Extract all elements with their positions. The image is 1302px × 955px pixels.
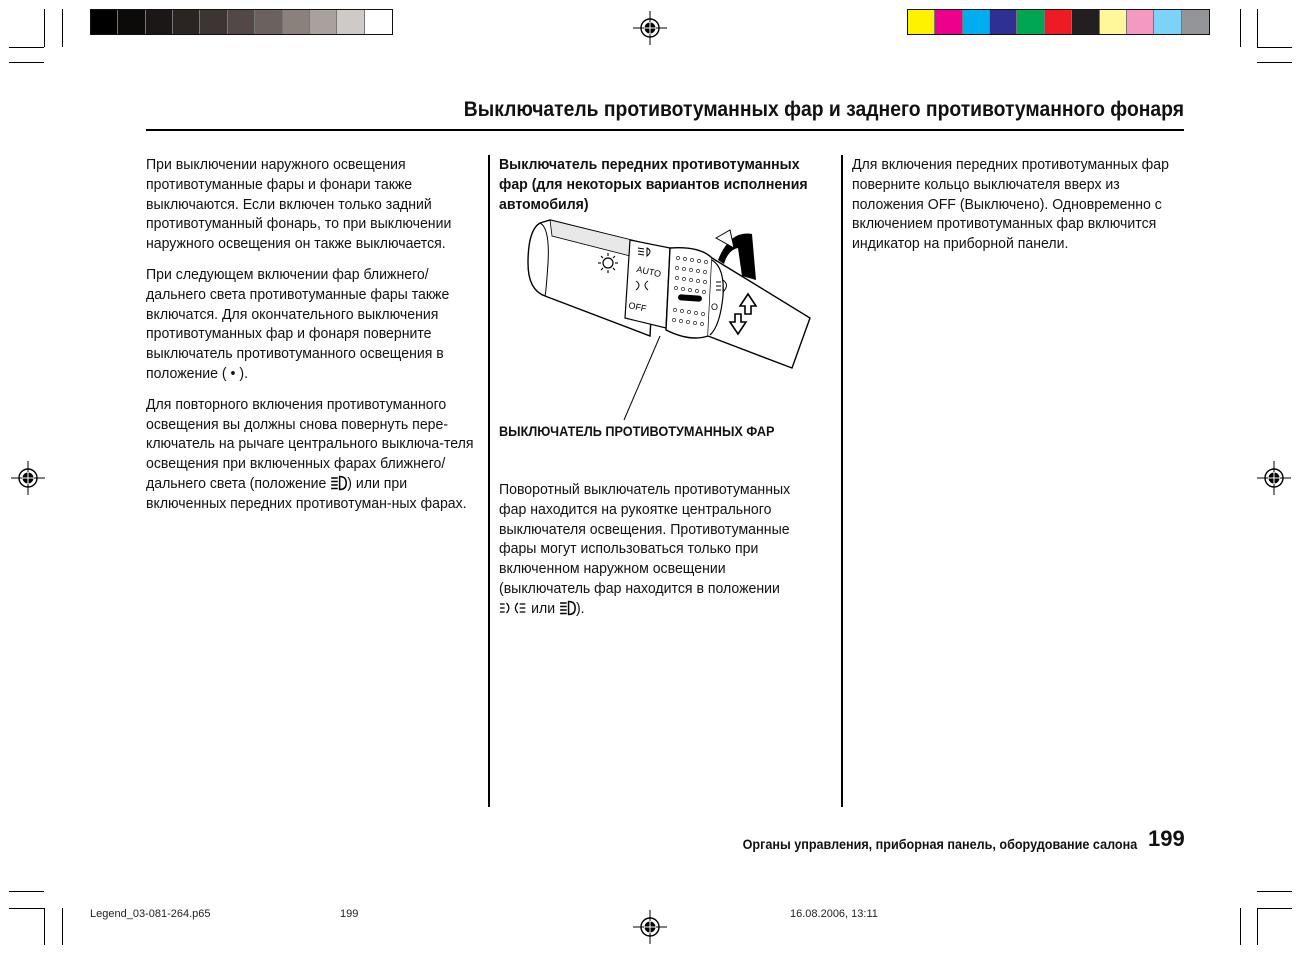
crop-mark xyxy=(1257,908,1258,945)
paragraph-text: ). xyxy=(575,599,585,617)
crop-mark xyxy=(1240,908,1241,945)
column-middle-lower xyxy=(499,480,814,630)
paragraph-text: Для повторного включения противотуманного освещения вы должны снова повернуть пере-ключатель на рычаге центрального выключа-теля освещения при включенных фарах ближнего/дальнего света (положение xyxy=(146,395,474,492)
color-swatch xyxy=(935,10,962,34)
paragraph: При следующем включении фар ближнего/дальнего света противотуманные фары также включатся. Для окончательного выключения противотуманных фар и фонаря поверните выключатель противотуманного освещения в положение ( • ). xyxy=(146,265,450,382)
page-title: Выключатель противотуманных фар и заднего противотуманного фонаря xyxy=(463,98,1184,121)
grayscale-bar xyxy=(90,9,393,35)
crop-mark xyxy=(1257,891,1292,892)
label-off: OFF xyxy=(627,300,648,314)
crop-mark xyxy=(1257,47,1292,48)
section-subheading: Выключатель передних противотуманных фар (для некоторых вариантов исполнения автомобиля) xyxy=(499,156,808,213)
crop-mark xyxy=(62,9,63,47)
slug-date: 16.08.2006, 13:11 xyxy=(790,908,878,920)
registration-mark-icon xyxy=(11,461,45,495)
section-name: Органы управления, приборная панель, оборудование салона xyxy=(742,836,1138,852)
registration-mark-icon xyxy=(1257,461,1291,495)
column-right xyxy=(852,155,1176,265)
crop-mark xyxy=(9,47,44,48)
paragraph-text: ) или при включенных передних противотуман-ных фарах. xyxy=(146,474,467,512)
color-swatch xyxy=(1100,10,1127,34)
crop-mark xyxy=(44,9,45,47)
color-swatch xyxy=(908,10,935,34)
paragraph-text: Поворотный выключатель противотуманных фар находится на рукоятке центрального выключателя освещения. Противотуманные фары могут использоваться только при включенном наружном освещении (выключатель фар находится в положении xyxy=(499,481,791,597)
crop-mark xyxy=(44,908,45,945)
crop-mark xyxy=(1257,908,1292,909)
color-swatch xyxy=(337,10,364,34)
color-swatch xyxy=(255,10,282,34)
registration-mark-icon xyxy=(633,910,667,944)
color-swatch xyxy=(365,10,392,34)
fog-light-switch-illustration xyxy=(520,218,820,423)
color-swatch xyxy=(118,10,145,34)
slug-page: 199 xyxy=(340,908,359,920)
color-swatch xyxy=(1045,10,1072,34)
paragraph xyxy=(146,395,477,514)
color-swatch xyxy=(283,10,310,34)
color-swatch xyxy=(310,10,337,34)
high-beam-icon xyxy=(559,600,576,616)
label-auto: AUTO xyxy=(635,264,662,280)
paragraph-text: или xyxy=(531,599,556,617)
color-swatch xyxy=(1154,10,1181,34)
column-middle xyxy=(499,155,814,225)
title-rule xyxy=(146,129,1184,131)
color-swatch xyxy=(228,10,255,34)
color-swatch xyxy=(990,10,1017,34)
process-color-bar xyxy=(907,9,1210,35)
color-swatch xyxy=(173,10,200,34)
page-number: 199 xyxy=(1148,826,1185,851)
color-swatch xyxy=(1072,10,1099,34)
label-o: O xyxy=(711,302,719,312)
crop-mark xyxy=(1257,62,1292,63)
crop-mark xyxy=(9,62,44,63)
column-divider xyxy=(841,155,843,807)
crop-mark xyxy=(1257,9,1258,47)
crop-mark xyxy=(9,908,44,909)
paragraph: Для включения передних противотуманных фар поверните кольцо выключателя вверх из положения OFF (Выключено). Одновременно с включением противотуманных фар включится индикатор на приборной панели. xyxy=(852,156,1169,253)
column-divider xyxy=(488,155,490,807)
slug-filename: Legend_03-081-264.p65 xyxy=(90,908,211,920)
low-beam-icon xyxy=(499,600,527,616)
crop-mark xyxy=(62,908,63,945)
figure-caption: ВЫКЛЮЧАТЕЛЬ ПРОТИВОТУМАННЫХ ФАР xyxy=(499,424,775,439)
registration-mark-icon xyxy=(633,11,667,45)
paragraph xyxy=(499,480,814,619)
color-swatch xyxy=(91,10,118,34)
color-swatch xyxy=(1182,10,1209,34)
paragraph: При выключении наружного освещения противотуманные фары и фонари также выключаются. Если включен только задний противотуманный фонарь, то при выключении наружного освещения он также выключается. xyxy=(146,156,452,253)
color-swatch xyxy=(200,10,227,34)
color-swatch xyxy=(1127,10,1154,34)
crop-mark xyxy=(1240,9,1241,47)
crop-mark xyxy=(9,891,44,892)
color-swatch xyxy=(1017,10,1044,34)
high-beam-icon xyxy=(330,475,347,491)
color-swatch xyxy=(963,10,990,34)
column-left xyxy=(146,155,477,525)
color-swatch xyxy=(146,10,173,34)
